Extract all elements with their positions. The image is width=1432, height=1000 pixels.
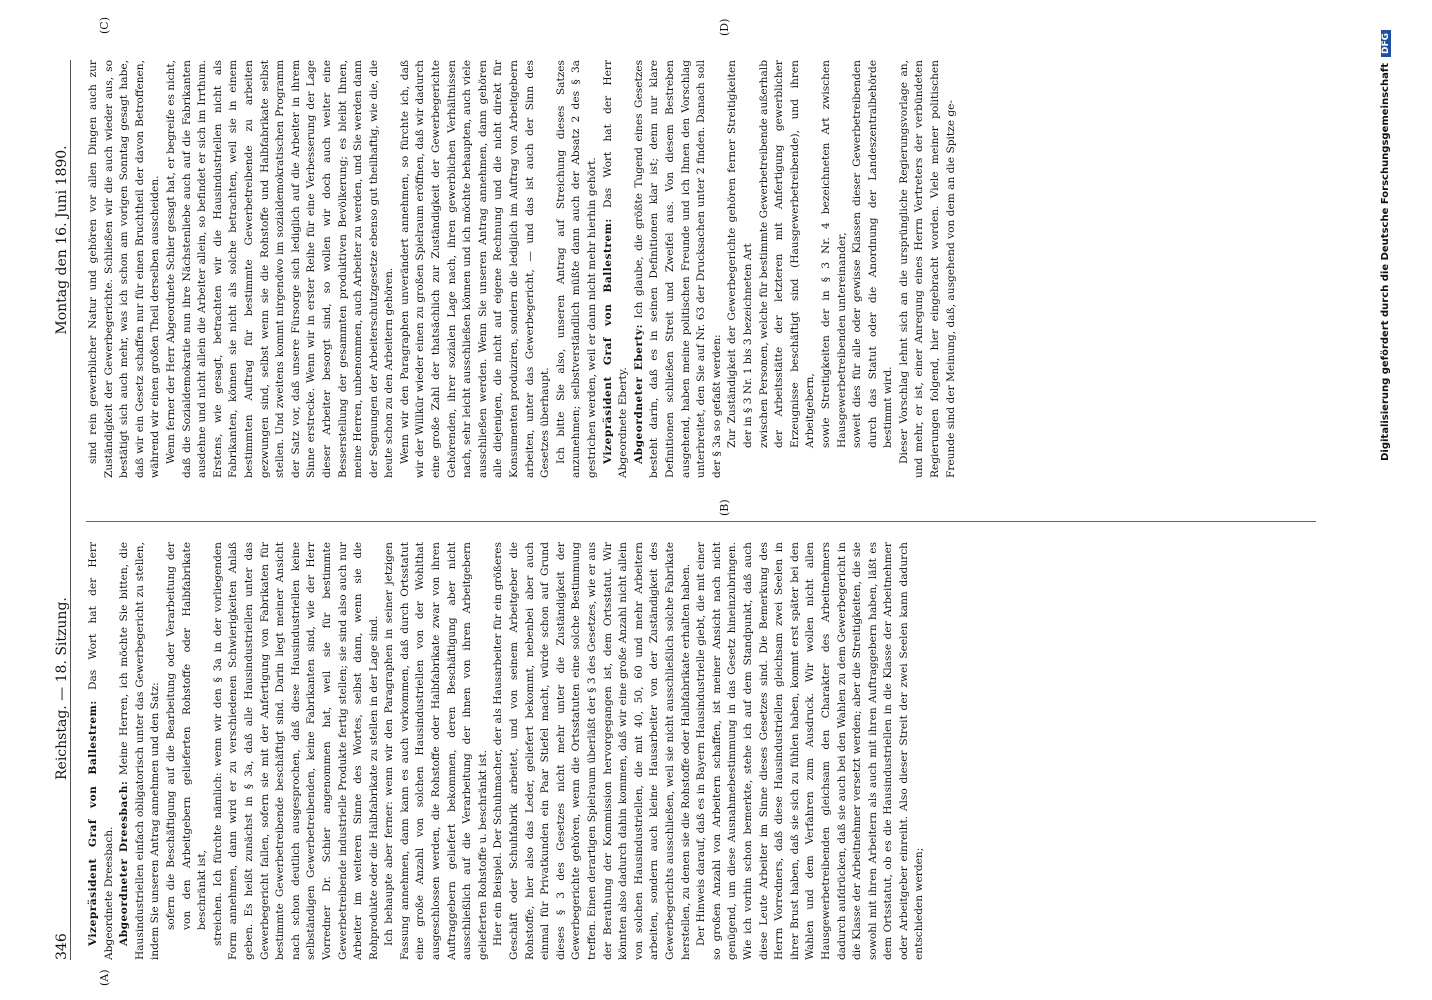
- speaker-name: Abgeordneter Dreesbach:: [118, 780, 131, 946]
- speaker-name: Vizepräsident Graf von Ballestrem:: [87, 700, 99, 946]
- quoted-clause: sofern die Beschäftigung auf die Bearbeitung oder Verarbeitung der von den Arbeitgebern gelieferten Rohstoffe oder Halbfabrikate beschränkt ist,: [164, 542, 209, 930]
- speech-text: Meine Herren, ich möchte Sie bitten, die Hausindustriellen einfach obligatorisch unter das Gewerbegericht zu stellen, indem Sie unseren Antrag annehmen und den Satz:: [118, 542, 162, 960]
- quoted-clause: sowie Streitigkeiten der in § 3 Nr. 4 bezeichneten Art zwischen Hausgewerbetreibenden untereinander,: [819, 60, 848, 448]
- paragraph: Ich bitte Sie also, unseren Antrag auf Streichung dieses Satzes anzunehmen; selbstverständlich müßte dann auch der Absatz 2 des § 3a gestrichen werden, weil er dann nicht mehr hierhin gehört.: [554, 60, 598, 478]
- speech-text: Das Wort hat der Herr Abgeordnete Dreesbach.: [87, 542, 115, 960]
- margin-marker-c: (C): [98, 17, 111, 34]
- left-column: [86, 542, 1316, 960]
- right-column: [86, 60, 1316, 478]
- margin-marker-b: (B): [718, 499, 731, 516]
- session-title: Reichstag. — 18. Sitzung.: [54, 597, 70, 780]
- page-header: [40, 60, 71, 960]
- paragraph: [86, 542, 117, 960]
- margin-marker-a: (A): [98, 969, 111, 986]
- margin-marker-d: (D): [718, 18, 731, 36]
- paragraph: [601, 60, 632, 478]
- page-number: 346: [54, 933, 70, 960]
- footer-text: Digitalisierung gefördert durch die Deutsche Forschungsgemeinschaft: [1380, 63, 1391, 461]
- speech-text: Das Wort hat der Herr Abgeordnete Eberty.: [601, 60, 630, 478]
- paragraph: Dieser Vorschlag lehnt sich an die ursprüngliche Regierungsvorlage an, und mehr, er ist, einer Anregung eines Herrn Vertreters der verbündeten Regierungen folgend, hier eingebracht worden. Viele meiner politischen Freunde sind der Meinung, daß, ausgehend von dem an die Spitze ge-: [897, 60, 957, 478]
- paragraph: Der Hinweis darauf, daß es in Bayern Hausindustrielle giebt, die mit einer so großen Anzahl von Arbeitern schaffen, ist meiner Ansicht nach nicht genügend, um diese Ausnahmebestimmung in das Gesetz hineinzubringen. Wie ich vorhin schon bemerkte, stehe ich auf dem Standpunkt, daß auch diese Leute Arbeiter im Sinne dieses Gesetzes sind. Die Bemerkung des Herrn Vorredners, daß diese Hausindustriellen gleichsam zwei Seelen in ihrer Brust haben, daß sie sich zu fühlen haben, kommt erst später bei den Wahlen und dem Verfahren zum Ausdruck. Wir wollen nicht allen Hausgewerbetreibenden gleichsam den Charakter des Arbeitnehmers dadurch aufdrücken, daß sie auch bei den Wahlen zu dem Gewerbegericht in die Klasse der Arbeitnehmer versetzt werden; aber die Streitigkeiten, die sie sowohl mit ihren Arbeitern als auch mit ihren Auftraggebern haben, läßt es dem Ortsstatut, ob es die Hausindustriellen in die Klasse der Arbeitnehmer oder Arbeitgeber einreiht. Also dieser Streit der zwei Seelen kann dadurch entschieden werden;: [695, 542, 926, 960]
- session-date: Montag den 16. Juni 1890.: [54, 145, 70, 335]
- speaker-name: Abgeordneter Eberty:: [632, 323, 645, 464]
- paragraph: Wenn wir den Paragraphen unverändert annehmen, so fürchte ich, daß wir der Willkür wieder einen zu großen Spielraum eröffnen, daß wir dadurch eine große Zahl der thatsächlich zur Zuständigkeit der Gewerbegerichte Gehörenden, ihrer sozialen Lage nach, ihren gewerblichen Verhältnissen nach, sehr leicht ausschließen können und ich möchte behaupten, auch viele ausschließen werden. Wenn Sie unseren Antrag annehmen, dann gehören alle diejenigen, die nicht auf eigene Rechnung und die nicht direkt für Konsumenten produziren, sondern die lediglich im Auftrag von Arbeitgebern arbeiten, unter das Gewerbegericht, — und das ist auch der Sinn des Gesetzes überhaupt.: [398, 60, 552, 478]
- paragraph: [117, 542, 164, 960]
- speaker-name: Vizepräsident Graf von Ballestrem:: [601, 218, 614, 464]
- paragraph: sind rein gewerblicher Natur und gehören vor allen Dingen auch zur Zuständigkeit der Gewerbegerichte. Schließen wir die auch wieder aus, so bestätigt sich auch mehr, was ich schon am vorigen Sonntag gesagt habe, daß wir ein Gesetz schaffen nur für einen Bruchtheil der davon Betroffenen, während wir einen großen Theil derselben ausscheiden.: [87, 60, 162, 478]
- paragraph: [632, 60, 726, 478]
- dfg-logo: DFG: [1381, 30, 1391, 57]
- quoted-clause: soweit dies für alle oder gewisse Klassen dieser Gewerbetreibenden durch das Statut oder die Anordnung der Landeszentralbehörde bestimmt wird.: [851, 60, 895, 448]
- paragraph: Ich behaupte aber ferner: wenn wir den Paragraphen in seiner jetzigen Fassung annehmen, dann kann es auch vorkommen, daß durch Ortsstatut eine große Anzahl von solchen Hausindustriellen von der Wohlthat ausgeschlossen werden, die Rohstoffe oder Halbfabrikate zwar von ihren Auftraggebern geliefert bekommen, deren Beschäftigung aber nicht ausschließlich auf die Verarbeitung der ihnen von ihren Arbeitgebern gelieferten Rohstoffe u. beschränkt ist.: [383, 542, 489, 960]
- speech-text: Ich glaube, die größte Tugend eines Gesetzes besteht darin, daß es in seinen Definitionen klar ist; denn nur klare Definitionen schließen Streit und Zweifel aus. Von diesem Bestreben ausgehend, haben meine politischen Freunde und ich Ihnen den Vorschlag unterbreitet, den Sie auf Nr. 63 der Drucksachen unter 2 finden. Danach soll der § 3a so gefaßt werden:: [632, 60, 723, 478]
- paragraph: Hier ein Beispiel. Der Schuhmacher, der als Hausarbeiter für ein größeres Geschäft oder Schuhfabrik arbeitet, und von seinem Arbeitgeber die Rohstoffe, hier also das Leder, geliefert bekommt, nebenbei aber auch einmal für Privatkunden ein Paar Stiefel macht, würde schon auf Grund dieses § 3 des Gesetzes nicht mehr unter die Zuständigkeit der Gewerbegerichte gehören, wenn die Ortsstatuten eine solche Bestimmung treffen. Einen derartigen Spielraum überläßt der § 3 des Gesetzes, wie er aus der Berathung der Kommission hervorgegangen ist, dem Ortsstatut. Wir könnten also dadurch dahin kommen, daß wir eine große Anzahl nicht allein von solchen Hausindustriellen, die mit 40, 50, 60 und mehr Arbeitern arbeiten, sondern auch kleine Hausarbeiter von der Zuständigkeit des Gewerbegerichts ausschließen, weil sie nicht ausschließlich solche Fabrikate herstellen, zu denen sie die Rohstoffe oder Halbfabrikate erhalten haben.: [492, 542, 692, 960]
- paragraph: Wenn ferner der Herr Abgeordnete Schier gesagt hat, er begreife es nicht, daß die Sozialdemokratie nun ihre Nächstenliebe auch auf die Fabrikanten ausdehne und nicht allein die Arbeiter allein, so befindet er sich im Irrthum. Erstens, wie gesagt, betrachten wir die Hausindustriellen nicht als Fabrikanten, können sie nicht als solche betrachten, weil sie in einem bestimmten Auftrag für bestimmte Gewerbetreibende zu arbeiten gezwungen sind, selbst wenn sie die Rohstoffe und Halbfabrikate selbst stellen. Und zweitens kommt nirgendwo im sozialdemokratischen Programm der Satz vor, daß unsere Fürsorge sich lediglich auf die Arbeiter in ihrem Sinne erstrecke. Wenn wir in erster Reihe für eine Verbesserung der Lage dieser Arbeiter besorgt sind, so wollen wir doch auch weiter eine Besserstellung der gesammten produktiven Bevölkerung; es bleibt Ihnen, meine Herren, unbenommen, auch Arbeiter zu werden, und Sie werden dann der Segnungen der Arbeiterschutzgesetze ebenso gut theilhaftig, wie die, die heute schon zu den Arbeitern gehören.: [164, 60, 396, 478]
- digitization-footer: [1380, 30, 1398, 960]
- quoted-clause: Zur Zuständigkeit der Gewerbegerichte gehören ferner Streitigkeiten der in § 3 Nr. 1 bis 3 bezeichneten Art: [726, 60, 754, 448]
- quoted-clause: zwischen Personen, welche für bestimmte Gewerbetreibende außerhalb der Arbeitsstätte der letzteren mit Anfertigung gewerblicher Erzeugnisse beschäftigt sind (Hausgewerbetreibende), und ihren Arbeitgebern,: [757, 60, 817, 448]
- paragraph: streichen. Ich fürchte nämlich: wenn wir den § 3a in der vorliegenden Form annehmen, dann wird er zu verschiedenen Schwierigkeiten Anlaß geben. Es heißt zunächst in § 3a, daß alle Hausindustriellen unter das Gewerbegericht fallen, sofern sie mit der Anfertigung von Fabrikaten für bestimmte Gewerbetreibende beschäftigt sind. Darin liegt meiner Ansicht nach schon deutlich ausgesprochen, daß diese Hausindustriellen keine selbständigen Gewerbetreibenden, keine Fabrikanten sind, wie der Herr Vorredner Dr. Schier angenommen hat, weil sie für bestimmte Gewerbetreibende industrielle Produkte fertig stellen; sie sind also auch nur Arbeiter im weiteren Sinne des Wortes, selbst dann, wenn sie die Rohprodukte oder die Halbfabrikate zu stellen in der Lage sind.: [211, 542, 380, 960]
- column-divider: [86, 521, 1316, 522]
